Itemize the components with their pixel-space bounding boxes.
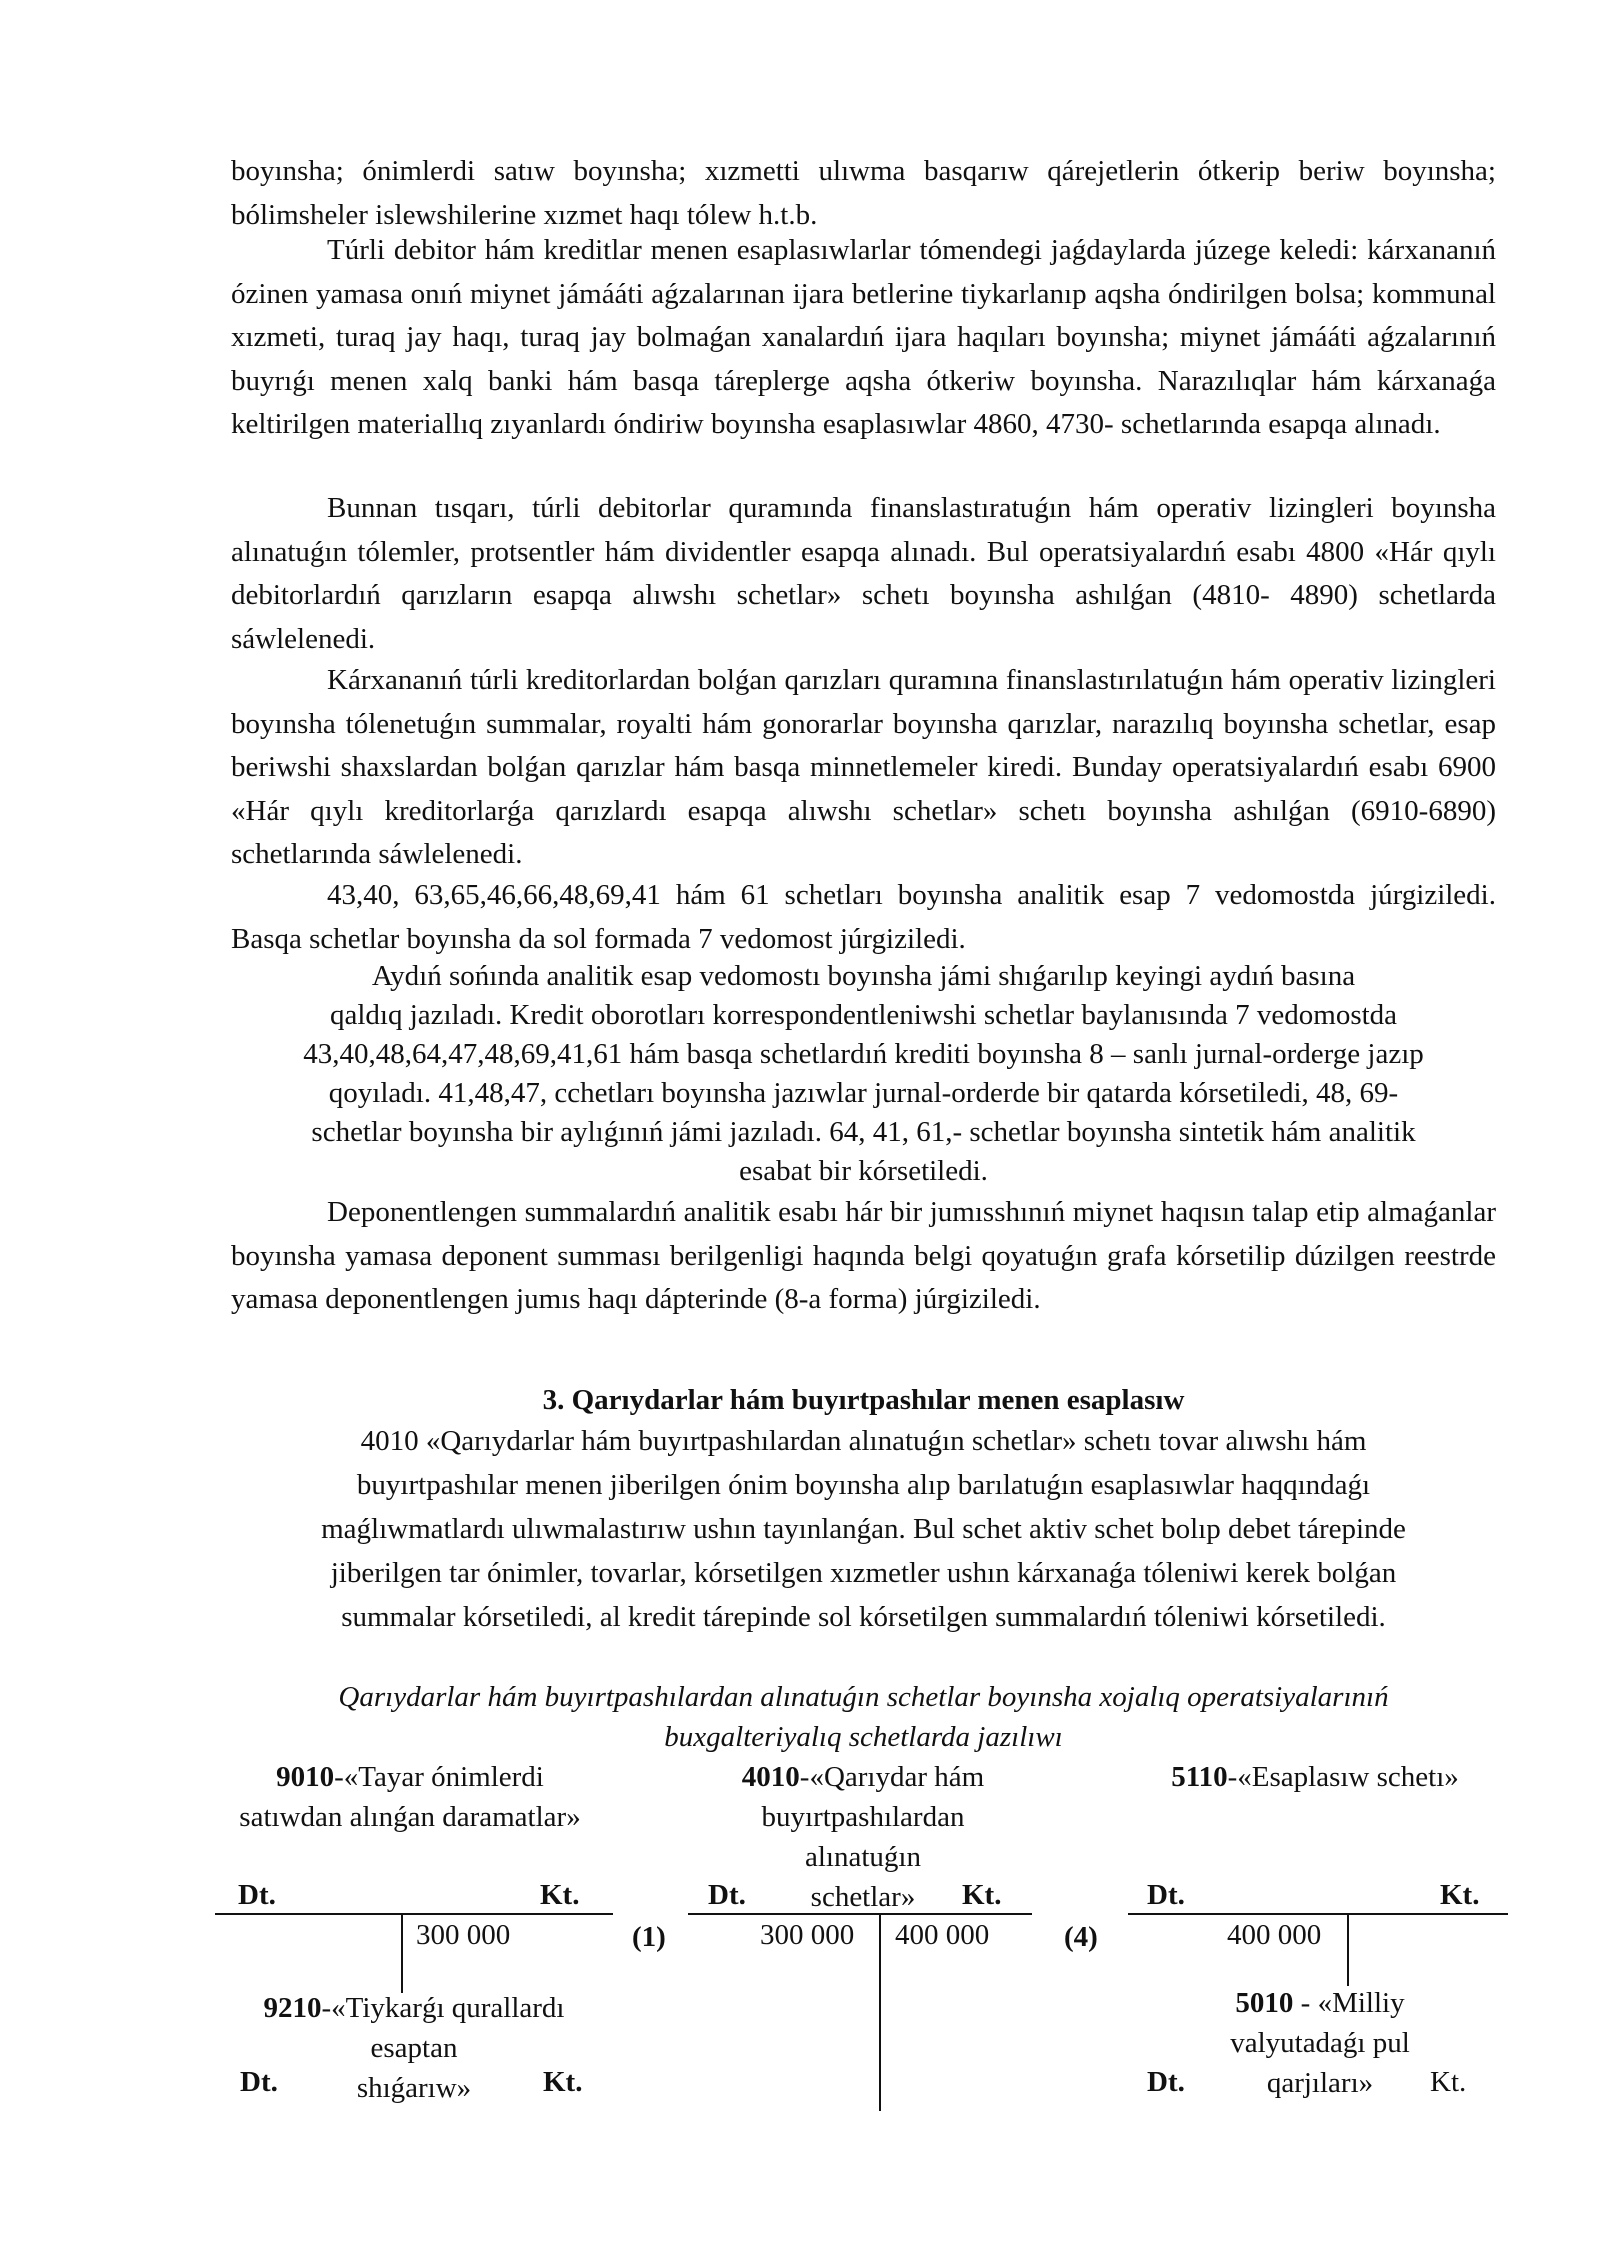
credit-label: Kt. (543, 2066, 583, 2098)
account-4010-title: 4010-«Qarıydar hám buyırtpashılardan alınatuǵın schetlar» (741, 1761, 985, 1913)
account-9210-title: 9210-«Tiykarǵı qurallardı esaptan shıǵarıw» (263, 1992, 565, 2104)
paragraph-3: Bunnan tısqarı, túrli debitorlar quramında finanslastıratuǵın hám operativ lizingleri boyınsha alınatuǵın tólemler, protsentler hám dividentler esapqa alınadı. Bul operatsiyalardıń esabı 4800 «Hár qıylı debitorlardıń qarızların esapqa alıwshı schetlar» schetı boyınsha ashılǵan (4810- 4890) schetlarda sáwlelenedi. (231, 492, 1496, 655)
t-account-horizontal-line (1128, 1913, 1508, 1915)
t-account-vertical-line (1347, 1913, 1349, 1986)
debit-label: Dt. (708, 1879, 746, 1911)
caption-line: Qarıydarlar hám buyırtpashılardan alınatuǵın schetlar boyınsha xojalıq operatsiyalarınıń (338, 1681, 1389, 1713)
account-code: 5010 (1235, 1987, 1294, 2019)
debit-label: Dt. (1147, 1879, 1185, 1911)
diagram-caption (231, 1677, 1496, 1757)
paragraph-6-line: qaldıq jazıladı. Kredit oborotları korrespondentleniwshi schetlar baylanısında 7 vedomostda (329, 999, 1398, 1031)
section-heading: 3. Qarıydarlar hám buyırtpashılar menen esaplasıw (542, 1384, 1185, 1416)
account-5110-title: 5110-«Esaplasıw schetı» (1171, 1761, 1459, 1793)
paragraph-6-line: esabat bir kórsetiledi. (739, 1155, 988, 1187)
debit-amount: 400 000 (1227, 1919, 1322, 1951)
paragraph-6-line: qoyıladı. 41,48,47, cchetları boyınsha jazıwlar jurnal-orderde bir qatarda kórsetiledi, 48, 69- (328, 1077, 1399, 1109)
debit-label: Dt. (238, 1879, 276, 1911)
account-code: 9010 (276, 1761, 335, 1793)
section-line: maǵlıwmatlardı ulıwmalastırıw ushın tayınlanǵan. Bul schet aktiv schet bolıp debet tárepinde (321, 1513, 1406, 1545)
paragraph-7: Deponentlengen summalardıń analitik esabı hár bir jumısshınıń miynet haqısın talap etip almaǵanlar boyınsha yamasa deponent summası berilgenligi haqında belgi qoyatuǵın grafa kórsetilip dúzilgen reestrde yamasa deponentlengen jumıs haqı dápterinde (8-a forma) júrgiziledi. (231, 1196, 1496, 1315)
debit-label: Dt. (240, 2066, 278, 2098)
credit-amount: 400 000 (895, 1919, 990, 1951)
t-account-horizontal-line (215, 1913, 613, 1915)
paragraph-5: 43,40, 63,65,46,66,48,69,41 hám 61 schetları boyınsha analitik esap 7 vedomostda júrgiziledi. Basqa schetlar boyınsha da sol formada 7 vedomost júrgiziledi. (231, 879, 1496, 955)
paragraph-6-line: Aydıń sońında analitik esap vedomostı boyınsha jámi shıǵarılıp keyingi aydıń basına (371, 960, 1356, 992)
paragraph-4: Kárxananıń túrli kreditorlardan bolǵan qarızları quramına finanslastırılatuǵın hám operativ lizingleri boyınsha tólenetuǵın summalar, royalti hám gonorarlar boyınsha qarızlar, narazılıq boyınsha schetlar, esap beriwshi shaxslardan bolǵan qarızlar hám basqa minnetlemeler kiredi. Bunday operatsiyalardıń esabı 6900 «Hár qıylı kreditorlarǵa qarızlardı esapqa alıwshı schetlar» schetı boyınsha ashılǵan (6910-6890) schetlarında sáwlelenedi. (231, 664, 1496, 870)
credit-label: Kt. (962, 1879, 1002, 1911)
operation-number: (1) (632, 1921, 666, 1953)
paragraph-1: boyınsha; ónimlerdi satıw boyınsha; xızmetti ulıwma basqarıw qárejetlerin ótkerip beriw boyınsha; bólimsheler islewshilerine xızmet haqı tólew h.t.b. (231, 155, 1496, 231)
section-line: 4010 «Qarıydarlar hám buyırtpashılardan alınatuǵın schetlar» schetı tovar alıwshı hám (360, 1425, 1367, 1457)
t-account-vertical-line (879, 1913, 881, 2111)
t-account-horizontal-line (688, 1913, 1032, 1915)
caption-line: buxgalteriyalıq schetlarda jazılıwı (664, 1721, 1063, 1753)
section-line: summalar kórsetiledi, al kredit tárepinde sol kórsetilgen summalardıń tóleniwi kórsetiledi. (341, 1601, 1386, 1633)
account-code: 9210 (263, 1992, 322, 2024)
account-code: 4010 (741, 1761, 800, 1793)
account-5010-title: 5010 - «Milliy valyutadaǵı pul qarjıları» (1230, 1987, 1410, 2099)
paragraph-6-line: schetlar boyınsha bir aylıǵınıń jámi jazıladı. 64, 41, 61,- schetlar boyınsha sintetik hám analitik (311, 1116, 1416, 1148)
operation-number: (4) (1064, 1921, 1098, 1953)
paragraph-2: Túrli debitor hám kreditlar menen esaplasıwlarlar tómendegi jaǵdaylarda júzege keledi: kárxananıń ózinen yamasa onıń miynet jámááti aǵzalarınan ijara betlerine tiykarlanıp aqsha óndirilgen bolsa; kommunal xızmeti, turaq jay haqı, turaq jay bolmaǵan xanalardıń ijara haqıları boyınsha; miynet jámááti aǵzalarınıń buyrıǵı menen xalq banki hám basqa tárеplerge aqsha ótkeriw boyınsha. Narazılıqlar hám kárxanaǵa keltirilgen materiallıq zıyanlardı óndiriw boyınsha esaplasıwlar 4860, 4730- schetlarında esapqa alınadı. (231, 234, 1496, 440)
debit-amount: 300 000 (760, 1919, 855, 1951)
account-9010-title: 9010-«Tayar ónimlerdi satıwdan alınǵan daramatlar» (239, 1761, 581, 1833)
account-code: 5110 (1171, 1761, 1228, 1793)
credit-amount: 300 000 (416, 1919, 511, 1951)
t-account-vertical-line (401, 1913, 403, 1993)
credit-label: Kt. (1440, 1879, 1480, 1911)
credit-label: Kt. (1430, 2066, 1467, 2098)
credit-label: Kt. (540, 1879, 580, 1911)
section-line: jiberilgen tar ónimler, tovarlar, kórsetilgen xızmetler ushın kárxanaǵa tóleniwi kerek bolǵan (330, 1557, 1397, 1589)
debit-label: Dt. (1147, 2066, 1185, 2098)
paragraph-6-line: 43,40,48,64,47,48,69,41,61 hám basqa schetlardıń krediti boyınsha 8 – sanlı jurnal-orderge jazıp (303, 1038, 1424, 1070)
section-line: buyırtpashılar menen jiberilgen ónim boyınsha alıp barılatuǵın esaplasıwlar haqqındaǵı (356, 1469, 1371, 1501)
